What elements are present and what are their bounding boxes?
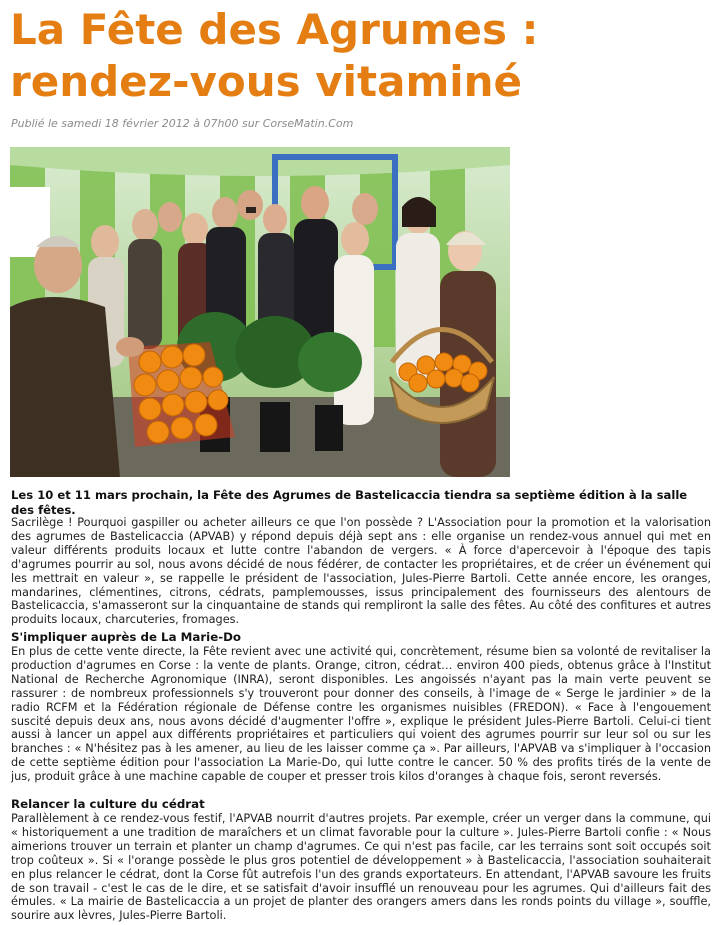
section1-paragraph: En plus de cette vente directe, la Fête revient avec une activité qui, concrètement, résume bien sa volonté de revitaliser la production d'agrumes en Corse : la vente de plants. Orange, citron, cédrat… environ 400 pieds, obtenus grâce à l'Institut National de Recherche Agronomique (INRA), seront disponibles. Les angoissés n'ayant pas la main verte peuvent se rassurer : de nombreux professionnels s'y trouveront pour donner des conseils, à l'image de « Serge le jardinier » de la radio RCFM et la Fédération régionale de Défense contre les organismes nuisibles (FREDON). « Face à l'engouement suscité depuis deux ans, nous avons décidé d'augmenter l'offre », explique le président Jules-Pierre Bartoli. Celui-ci tient aussi à lancer un appel aux différents propriétaires et particuliers qui voient des agrumes pourrir sur leur sol ou sur les branches : « N'hésitez pas à les amener, au lieu de les laisser comme ça ». Par ailleurs, l'APVAB va s'impliquer à l'occasion de cette septième édition pour l'association La Marie-Do, qui lutte contre le cancer. 50 % des profits tirés de la vente de jus, produit grâce à une machine capable de couper et presser trois kilos d'oranges à chaque fois, seront reversés.	[11, 645, 711, 784]
article-photo	[10, 147, 510, 477]
section1-heading: S'impliquer auprès de La Marie-Do	[11, 630, 241, 644]
byline: Publié le samedi 18 février 2012 à 07h00 sur CorseMatin.Com	[11, 117, 354, 130]
intro-paragraph: Sacrilège ! Pourquoi gaspiller ou acheter ailleurs ce que l'on possède ? L'Association pour la promotion et la valorisation des agrumes de Bastelicaccia (APVAB) y répond depuis déjà sept ans : elle organise un rendez-vous annuel qui met en valeur différents produits locaux et lutte contre l'abandon de vergers. « À force d'apercevoir à l'époque des tapis d'agrumes pourrir au sol, nous avons décidé de nous fédérer, de contacter les propriétaires, et de créer un événement qui les mettrait en valeur », se rappelle le président de l'association, Jules-Pierre Bartoli. Cette année encore, les oranges, mandarines, clémentines, citrons, cédrats, pamplemousses, issus principalement des fournisseurs des alentours de Bastelicaccia, s'amasseront sur la cinquantaine de stands qui rempliront la salle des fêtes. Au côté des confitures et autres produits locaux, charcuteries, fromages.	[11, 516, 711, 627]
section2-heading: Relancer la culture du cédrat	[11, 797, 205, 811]
title-line-1: La Fête des Agrumes :	[10, 5, 539, 54]
article-title	[10, 4, 710, 108]
group-photo-illustration	[10, 147, 510, 477]
section2-paragraph: Parallèlement à ce rendez-vous festif, l'APVAB nourrit d'autres projets. Par exemple, créer un verger dans la commune, qui « historiquement a une tradition de maraîchers et un climat favorable pour la culture ». Jules-Pierre Bartoli confie : « Nous aimerions trouver un terrain et planter un champ d'agrumes. Ce qui n'est pas facile, car les terrains sont soit occupés soit trop coûteux ». Si « l'orange possède le plus gros potentiel de développement » à Bastelicaccia, l'association souhaiterait en plus relancer le cédrat, dont la Corse fût autrefois l'un des grands exportateurs. En attendant, l'APVAB savoure les fruits de son travail - c'est le cas de le dire, et se satisfait d'avoir insufflé un renouveau pour les agrumes. Qui d'ailleurs fait des émules. « La mairie de Bastelicaccia a un projet de planter des orangers amers dans les ronds points du village », souffle, sourire aux lèvres, Jules-Pierre Bartoli.	[11, 812, 711, 923]
article-lead: Les 10 et 11 mars prochain, la Fête des Agrumes de Bastelicaccia tiendra sa septième édition à la salle des fêtes.	[11, 488, 688, 517]
title-line-2: rendez-vous vitaminé	[10, 57, 523, 106]
